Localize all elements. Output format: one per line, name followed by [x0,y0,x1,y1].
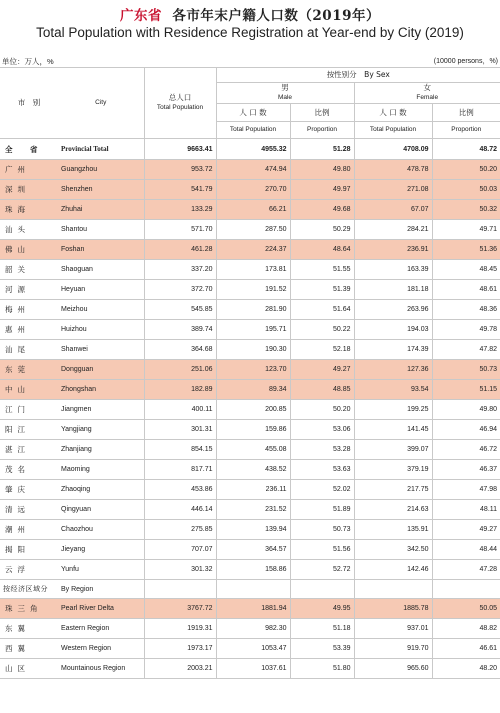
row-male: 281.90 [216,300,290,320]
row-city-cn: 潮州 [0,520,58,540]
header-female-prop-en: Proportion [432,122,500,139]
row-city-cn: 全 省 [0,139,58,160]
row-male-prop: 52.18 [290,340,354,360]
row-city-en: Jiangmen [58,400,144,420]
row-male: 190.30 [216,340,290,360]
header-male [216,83,354,104]
table-row [0,320,500,340]
row-city-cn: 肇庆 [0,480,58,500]
table-row [0,160,500,180]
row-city-cn: 珠三角 [0,599,58,619]
row-female-prop: 48.36 [432,300,500,320]
row-male-prop: 48.64 [290,240,354,260]
row-female-prop: 48.61 [432,280,500,300]
row-city-cn: 中山 [0,380,58,400]
row-female: 399.07 [354,440,432,460]
row-city-cn: 惠州 [0,320,58,340]
row-city-cn: 汕尾 [0,340,58,360]
row-male: 224.37 [216,240,290,260]
row-female: 141.45 [354,420,432,440]
row-male-prop: 50.22 [290,320,354,340]
unit-label-cn: 单位：万人，% [2,57,54,66]
row-city-en: Shaoguan [58,260,144,280]
row-male-prop: 51.28 [290,139,354,160]
row-female-prop: 51.15 [432,380,500,400]
row-total: 9663.41 [144,139,216,160]
header-total [144,68,216,139]
row-city-cn: 云浮 [0,560,58,580]
header-male-prop-en: Proportion [290,122,354,139]
table-row [0,360,500,380]
row-city-en: Zhanjiang [58,440,144,460]
row-female: 174.39 [354,340,432,360]
row-male-prop: 48.85 [290,380,354,400]
table-row [0,240,500,260]
section-empty-cell [144,580,216,599]
row-female: 181.18 [354,280,432,300]
row-female-prop: 50.20 [432,160,500,180]
row-total: 275.85 [144,520,216,540]
row-female-prop: 47.98 [432,480,500,500]
row-male: 455.08 [216,440,290,460]
row-city-cn: 东翼 [0,619,58,639]
row-female-prop: 49.80 [432,400,500,420]
row-city-en: Huizhou [58,320,144,340]
row-city-en: Zhongshan [58,380,144,400]
row-city-cn: 深圳 [0,180,58,200]
table-row [0,180,500,200]
row-total: 1919.31 [144,619,216,639]
header-female-count-cn: 人 口 数 [354,104,432,122]
row-total: 372.70 [144,280,216,300]
row-male: 982.30 [216,619,290,639]
row-total: 400.11 [144,400,216,420]
row-total: 953.72 [144,160,216,180]
row-total: 389.74 [144,320,216,340]
row-female-prop: 49.27 [432,520,500,540]
table-row [0,460,500,480]
row-male: 191.52 [216,280,290,300]
row-female: 135.91 [354,520,432,540]
section-empty-cell [290,580,354,599]
row-male-prop: 51.64 [290,300,354,320]
row-male-prop: 53.28 [290,440,354,460]
row-city-cn: 韶关 [0,260,58,280]
row-male: 474.94 [216,160,290,180]
row-female: 142.46 [354,560,432,580]
row-city-cn: 清远 [0,500,58,520]
row-male: 438.52 [216,460,290,480]
row-male-prop: 50.73 [290,520,354,540]
row-total: 854.15 [144,440,216,460]
row-male-prop: 53.63 [290,460,354,480]
table-row [0,200,500,220]
row-male: 159.86 [216,420,290,440]
section-label-en: By Region [58,580,144,599]
row-total: 3767.72 [144,599,216,619]
row-male-prop: 53.06 [290,420,354,440]
row-female-prop: 46.94 [432,420,500,440]
row-female-prop: 47.82 [432,340,500,360]
row-city-cn: 佛山 [0,240,58,260]
row-female: 214.63 [354,500,432,520]
row-total: 2003.21 [144,659,216,679]
header-male-en: Male [277,94,293,101]
row-total: 817.71 [144,460,216,480]
section-empty-cell [354,580,432,599]
row-total: 541.79 [144,180,216,200]
row-female-prop: 51.36 [432,240,500,260]
header-female-count-en: Total Population [354,122,432,139]
row-female: 263.96 [354,300,432,320]
row-city-en: Shanwei [58,340,144,360]
header-female [354,83,500,104]
row-female: 127.36 [354,360,432,380]
table-row [0,380,500,400]
row-total: 453.86 [144,480,216,500]
row-female-prop: 50.32 [432,200,500,220]
row-female-prop: 46.37 [432,460,500,480]
row-male: 287.50 [216,220,290,240]
row-city-en: Meizhou [58,300,144,320]
row-female: 217.75 [354,480,432,500]
header-total-en: Total Population [156,104,204,111]
row-male: 123.70 [216,360,290,380]
row-city-cn: 汕头 [0,220,58,240]
row-female-prop: 48.45 [432,260,500,280]
row-city-cn: 河源 [0,280,58,300]
header-city-cn: 市 别 [0,68,58,139]
header-male-prop-cn: 比例 [290,104,354,122]
row-female-prop: 50.03 [432,180,500,200]
table-row [0,420,500,440]
row-city-en: Pearl River Delta [58,599,144,619]
row-male: 270.70 [216,180,290,200]
row-city-cn: 西翼 [0,639,58,659]
section-row-by-region [0,580,500,599]
row-city-en: Yunfu [58,560,144,580]
table-row [0,300,500,320]
table-row [0,520,500,540]
row-total: 301.31 [144,420,216,440]
row-female: 937.01 [354,619,432,639]
row-female-prop: 48.20 [432,659,500,679]
row-city-cn: 珠海 [0,200,58,220]
row-female: 199.25 [354,400,432,420]
row-total: 337.20 [144,260,216,280]
header-female-cn: 女 [423,83,432,92]
row-city-en: Shantou [58,220,144,240]
row-male-prop: 49.68 [290,200,354,220]
row-city-en: Guangzhou [58,160,144,180]
table-row-provincial-total [0,139,500,160]
row-male-prop: 53.39 [290,639,354,659]
row-female: 236.91 [354,240,432,260]
row-male: 1053.47 [216,639,290,659]
row-male: 139.94 [216,520,290,540]
row-female-prop: 50.73 [432,360,500,380]
row-city-cn: 江门 [0,400,58,420]
row-male: 364.57 [216,540,290,560]
table-body [0,139,500,679]
row-male: 173.81 [216,260,290,280]
header-total-cn: 总人口 [168,93,192,102]
row-total: 446.14 [144,500,216,520]
table-row [0,540,500,560]
row-male-prop: 49.27 [290,360,354,380]
row-city-en: Qingyuan [58,500,144,520]
table-row [0,560,500,580]
row-city-cn: 梅州 [0,300,58,320]
row-male-prop: 51.55 [290,260,354,280]
row-city-cn: 阳江 [0,420,58,440]
row-total: 182.89 [144,380,216,400]
table-row-region [0,599,500,619]
row-male-prop: 51.80 [290,659,354,679]
row-total: 461.28 [144,240,216,260]
row-total: 133.29 [144,200,216,220]
row-city-cn: 揭阳 [0,540,58,560]
row-female: 342.50 [354,540,432,560]
row-female-prop: 49.78 [432,320,500,340]
row-female-prop: 50.05 [432,599,500,619]
row-male: 1037.61 [216,659,290,679]
row-female: 194.03 [354,320,432,340]
row-city-en: Provincial Total [58,139,144,160]
row-total: 251.06 [144,360,216,380]
row-city-en: Yangjiang [58,420,144,440]
row-female-prop: 48.72 [432,139,500,160]
row-female: 163.39 [354,260,432,280]
row-male: 158.86 [216,560,290,580]
row-female: 478.78 [354,160,432,180]
row-city-en: Mountainous Region [58,659,144,679]
row-male-prop: 52.72 [290,560,354,580]
row-female-prop: 48.44 [432,540,500,560]
row-male: 236.11 [216,480,290,500]
row-male: 200.85 [216,400,290,420]
row-male: 231.52 [216,500,290,520]
row-female: 379.19 [354,460,432,480]
page-title-en: Total Population with Residence Registration at Year-end by City (2019) [36,25,464,40]
row-male-prop: 50.29 [290,220,354,240]
row-total: 301.32 [144,560,216,580]
row-city-cn: 东莞 [0,360,58,380]
row-total: 364.68 [144,340,216,360]
row-city-en: Shenzhen [58,180,144,200]
header-female-en: Female [416,94,439,101]
table-row [0,500,500,520]
row-male-prop: 51.56 [290,540,354,560]
row-city-en: Heyuan [58,280,144,300]
title-main-cn: 各市年末户籍人口数（2019年） [172,8,380,24]
header-male-count-cn: 人 口 数 [216,104,290,122]
row-city-cn: 湛江 [0,440,58,460]
row-city-en: Zhaoqing [58,480,144,500]
section-label-cn: 按经济区域分 [0,580,58,599]
row-male: 1881.94 [216,599,290,619]
header-by-sex: 按性别分 By Sex [216,68,500,83]
table-row [0,260,500,280]
row-female: 67.07 [354,200,432,220]
row-total: 707.07 [144,540,216,560]
row-male-prop: 49.80 [290,160,354,180]
row-male: 4955.32 [216,139,290,160]
table-row-region [0,659,500,679]
row-total: 545.85 [144,300,216,320]
row-total: 571.70 [144,220,216,240]
table-row [0,220,500,240]
row-male: 195.71 [216,320,290,340]
header-male-cn: 男 [281,83,289,92]
row-female-prop: 49.71 [432,220,500,240]
row-city-en: Zhuhai [58,200,144,220]
unit-label-en: (10000 persons，%) [433,58,498,65]
section-empty-cell [432,580,500,599]
header-male-count-en: Total Population [216,122,290,139]
row-city-cn: 茂名 [0,460,58,480]
table-header [0,68,500,139]
row-male-prop: 52.02 [290,480,354,500]
row-city-cn: 山区 [0,659,58,679]
table-row-region [0,639,500,659]
row-female: 4708.09 [354,139,432,160]
header-city-en: City [58,68,144,139]
section-empty-cell [216,580,290,599]
row-male-prop: 51.18 [290,619,354,639]
table-row [0,400,500,420]
row-city-en: Dongguan [58,360,144,380]
population-table [0,67,500,679]
row-male-prop: 49.97 [290,180,354,200]
row-female-prop: 48.11 [432,500,500,520]
row-female-prop: 46.72 [432,440,500,460]
row-male-prop: 50.20 [290,400,354,420]
row-female-prop: 47.28 [432,560,500,580]
row-city-en: Foshan [58,240,144,260]
table-row [0,440,500,460]
row-female: 965.60 [354,659,432,679]
row-male-prop: 49.95 [290,599,354,619]
row-male: 89.34 [216,380,290,400]
row-city-en: Maoming [58,460,144,480]
table-row [0,340,500,360]
page-title-cn [0,4,500,24]
row-city-en: Western Region [58,639,144,659]
row-female-prop: 48.82 [432,619,500,639]
table-row [0,480,500,500]
row-male-prop: 51.89 [290,500,354,520]
row-city-en: Chaozhou [58,520,144,540]
header-female-prop-cn: 比例 [432,104,500,122]
table-row [0,280,500,300]
row-female: 1885.78 [354,599,432,619]
row-female: 284.21 [354,220,432,240]
row-total: 1973.17 [144,639,216,659]
row-male-prop: 51.39 [290,280,354,300]
row-city-en: Eastern Region [58,619,144,639]
table-row-region [0,619,500,639]
row-female-prop: 46.61 [432,639,500,659]
row-male: 66.21 [216,200,290,220]
title-region: 广东省 [120,8,162,24]
row-female: 271.08 [354,180,432,200]
row-city-cn: 广州 [0,160,58,180]
row-female: 93.54 [354,380,432,400]
row-female: 919.70 [354,639,432,659]
row-city-en: Jieyang [58,540,144,560]
